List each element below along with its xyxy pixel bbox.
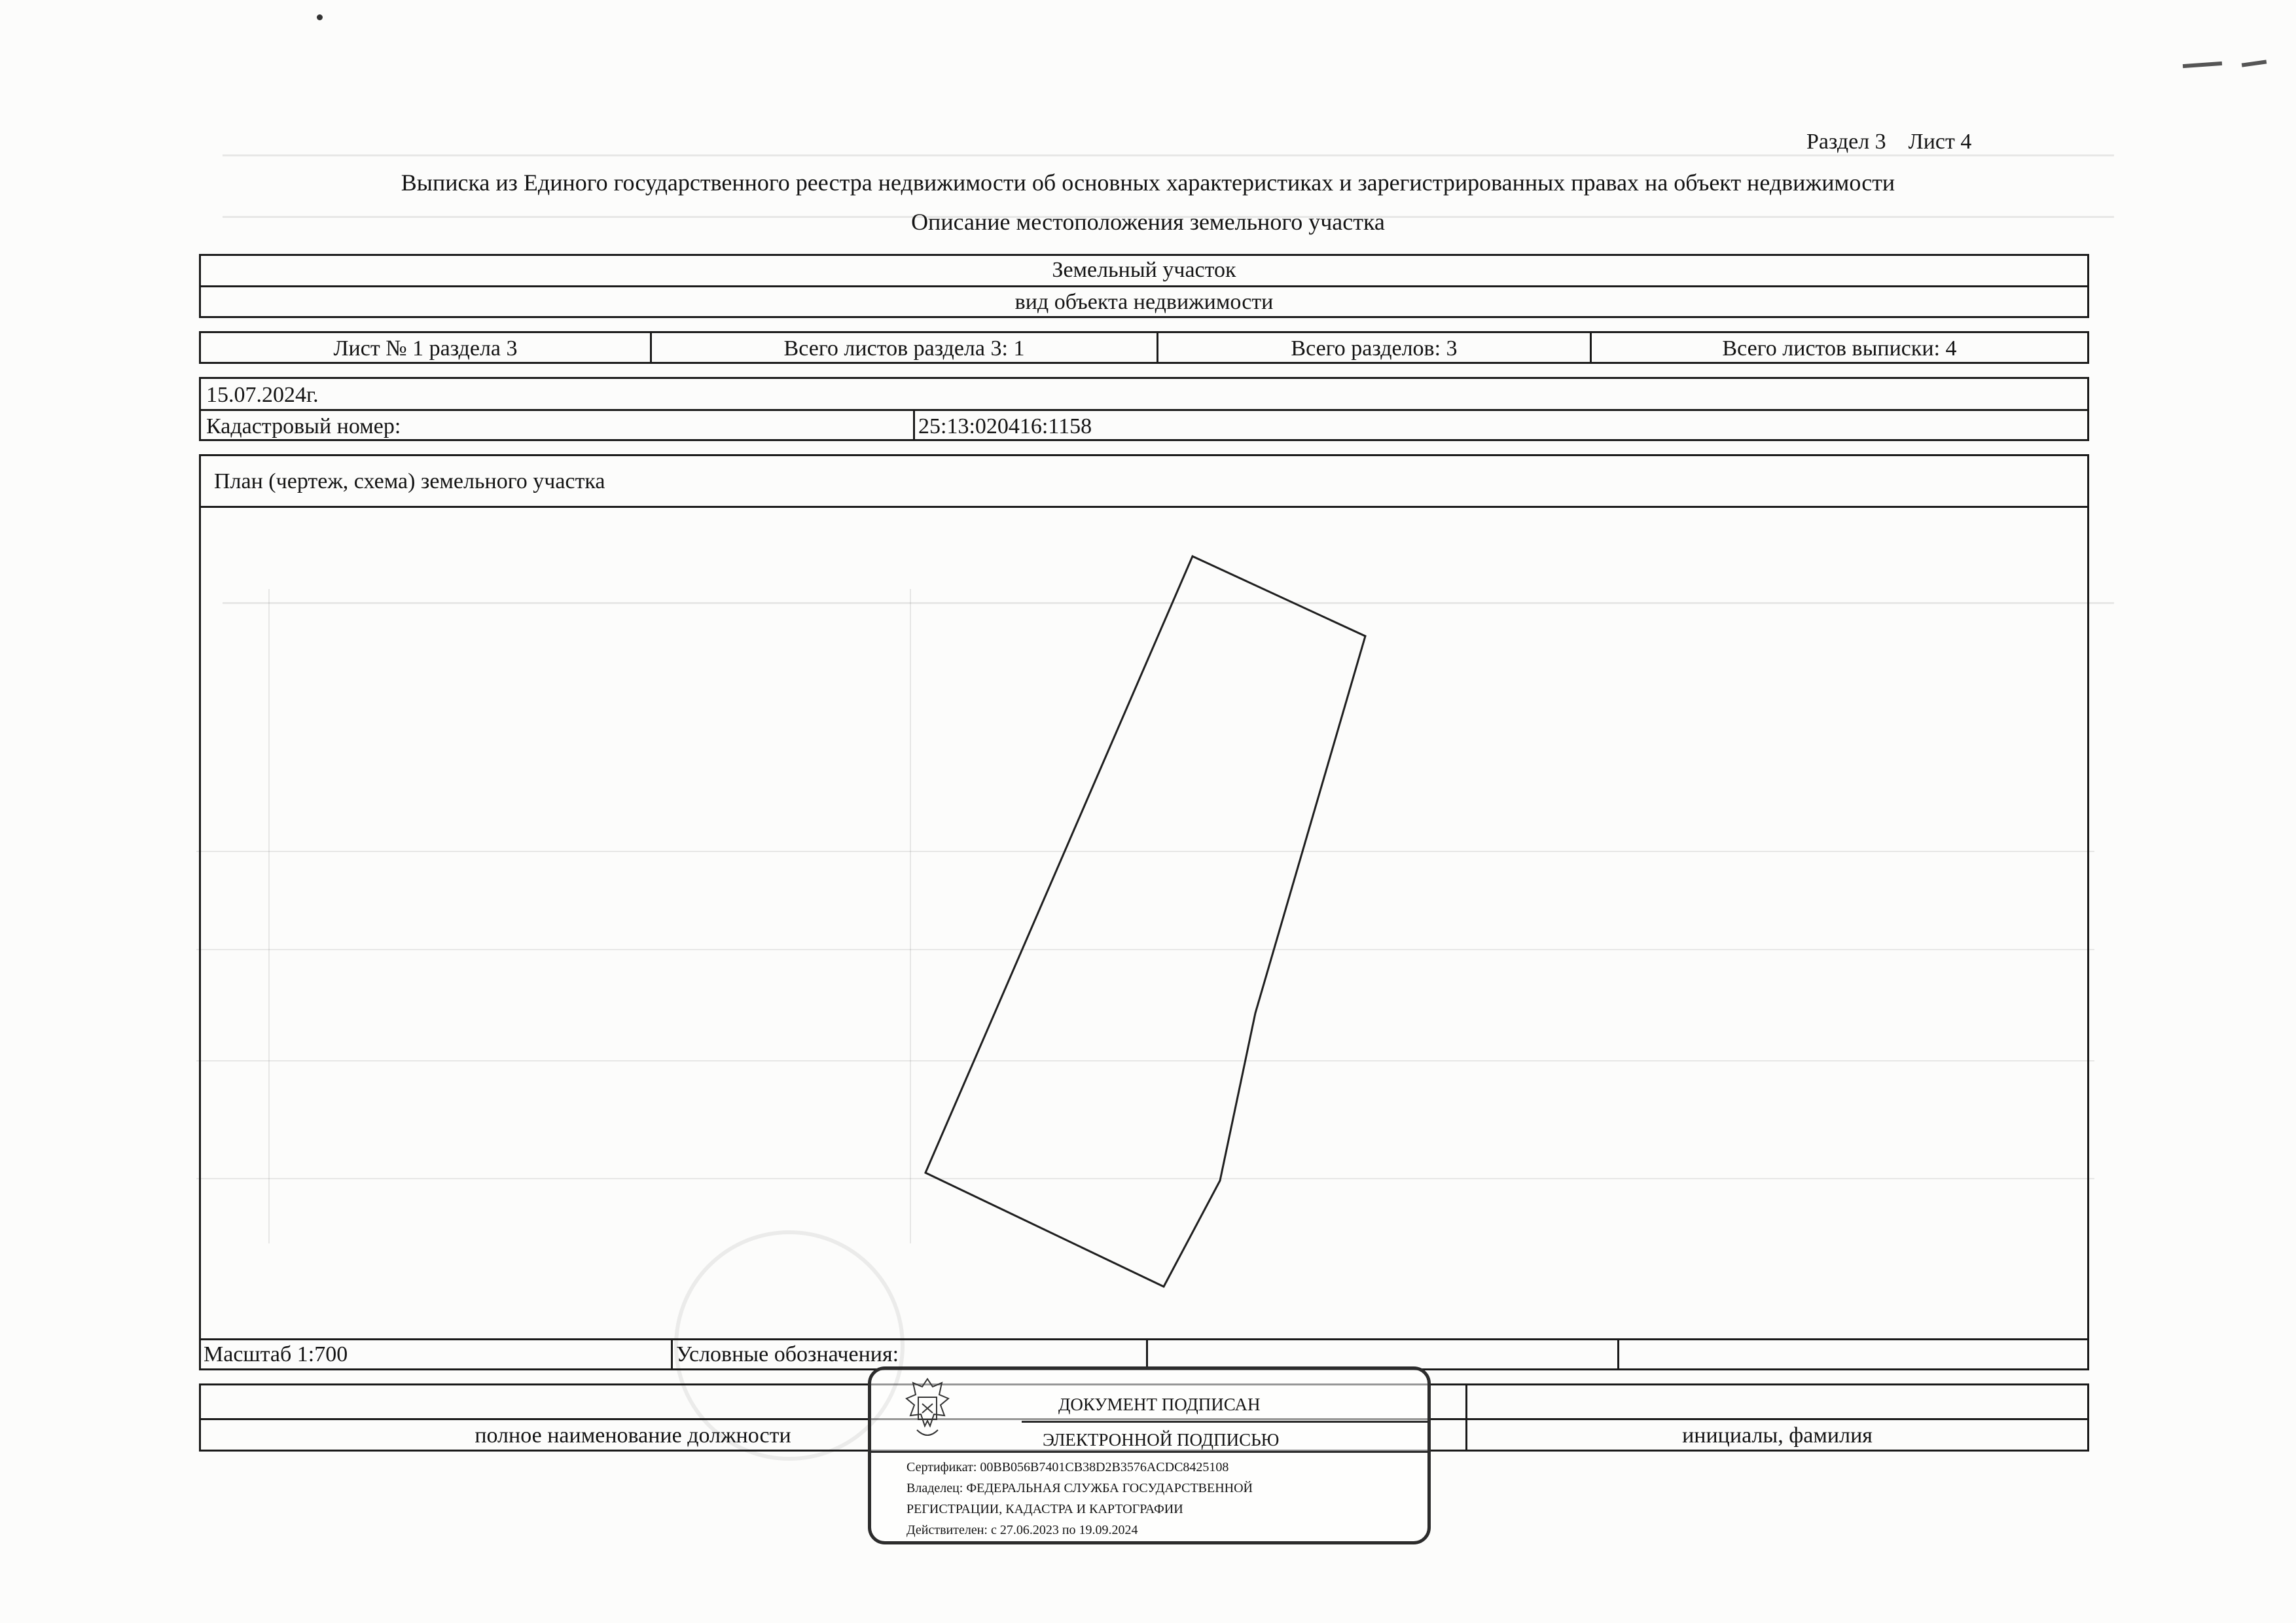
stamp-owner-2: РЕГИСТРАЦИИ, КАДАСТРА И КАРТОГРАФИИ (906, 1502, 1183, 1516)
electronic-signature-stamp (868, 1366, 1431, 1544)
stamp-owner-1: Владелец: ФЕДЕРАЛЬНАЯ СЛУЖБА ГОСУДАРСТВЕННОЙ (906, 1481, 1253, 1495)
total-sections: Всего разделов: 3 (1291, 336, 1458, 361)
plan-scale: Масштаб 1:700 (204, 1342, 348, 1366)
round-stamp-ghost (674, 1230, 905, 1461)
document-title: Выписка из Единого государственного реестра недвижимости об основных характеристиках и зарегистрированных правах на объект недвижимости (401, 169, 1895, 196)
stamp-line-2: ЭЛЕКТРОННОЙ ПОДПИСЬЮ (1043, 1430, 1280, 1450)
object-kind-caption: вид объекта недвижимости (1014, 290, 1274, 314)
name-caption: инициалы, фамилия (1682, 1423, 1873, 1448)
cadastral-label: Кадастровый номер: (206, 414, 401, 438)
section-sheet-label: Раздел 3 Лист 4 (1806, 130, 1972, 154)
legend-label: Условные обозначения: (676, 1342, 899, 1366)
total-sheets-section: Всего листов раздела 3: 1 (783, 336, 1025, 361)
stamp-line-1: ДОКУМЕНТ ПОДПИСАН (1058, 1395, 1261, 1414)
cadastral-number: 25:13:020416:1158 (918, 414, 1092, 438)
total-sheets-extract: Всего листов выписки: 4 (1722, 336, 1957, 361)
position-caption: полное наименование должности (475, 1423, 791, 1448)
sheet-of-section: Лист № 1 раздела 3 (333, 336, 518, 361)
stamp-certificate: Сертификат: 00BB056B7401CB38D2B3576ACDC8425108 (906, 1460, 1229, 1474)
stamp-valid: Действителен: с 27.06.2023 по 19.09.2024 (906, 1523, 1138, 1537)
document-subtitle: Описание местоположения земельного участка (911, 209, 1385, 235)
object-name: Земельный участок (1052, 258, 1236, 282)
plan-title: План (чертеж, схема) земельного участка (214, 469, 605, 493)
record-date: 15.07.2024г. (206, 383, 319, 407)
parcel-outline (925, 556, 1365, 1287)
coat-of-arms-icon (904, 1375, 951, 1448)
